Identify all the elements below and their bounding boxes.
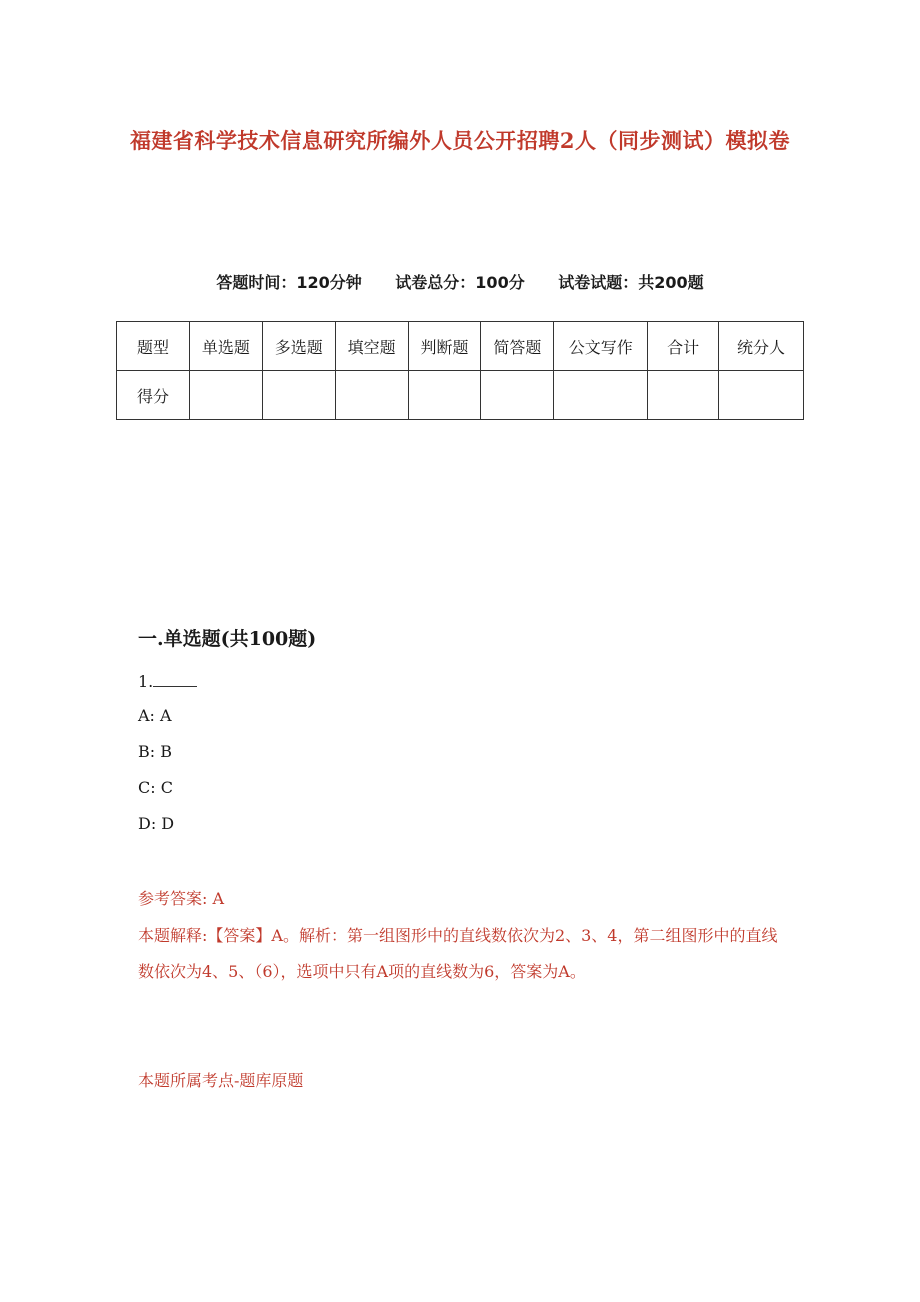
header-cell: 统分人 (719, 322, 804, 371)
score-cell (554, 371, 648, 420)
exam-total-score: 试卷总分：100分 (395, 273, 525, 292)
row-label-cell: 得分 (117, 371, 190, 420)
score-cell (648, 371, 719, 420)
section-title: 一.单选题(共100题) (138, 628, 317, 650)
header-cell: 判断题 (408, 322, 481, 371)
score-cell (335, 371, 408, 420)
question-number-line (138, 672, 197, 691)
score-table (116, 321, 804, 420)
header-cell: 单选题 (189, 322, 262, 371)
header-cell: 简答题 (481, 322, 554, 371)
score-cell (189, 371, 262, 420)
option-d: D: D (138, 814, 175, 833)
option-a: A: A (138, 706, 172, 725)
score-table-header-row (117, 322, 804, 371)
answer-blank (153, 672, 197, 687)
exam-question-count: 试卷试题：共200题 (558, 273, 704, 292)
exam-time: 答题时间：120分钟 (216, 273, 362, 292)
header-cell: 填空题 (335, 322, 408, 371)
question-number: 1. (138, 672, 154, 691)
header-cell: 多选题 (262, 322, 335, 371)
header-cell: 公文写作 (554, 322, 648, 371)
score-cell (481, 371, 554, 420)
reference-answer: 参考答案: A (138, 889, 225, 908)
score-table-score-row (117, 371, 804, 420)
score-cell (408, 371, 481, 420)
header-cell: 题型 (117, 322, 190, 371)
option-c: C: C (138, 778, 173, 797)
explanation: 本题解释:【答案】A。解析：第一组图形中的直线数依次为2、3、4，第二组图形中的直线数依次为4、5、（6），选项中只有A项的直线数为6，答案为A。 (138, 926, 778, 981)
score-cell (262, 371, 335, 420)
exam-meta (0, 270, 920, 293)
header-cell: 合计 (648, 322, 719, 371)
topic-note: 本题所属考点-题库原题 (138, 1071, 304, 1090)
score-cell (719, 371, 804, 420)
option-b: B: B (138, 742, 172, 761)
document-title: 福建省科学技术信息研究所编外人员公开招聘2人（同步测试）模拟卷 (129, 128, 791, 153)
